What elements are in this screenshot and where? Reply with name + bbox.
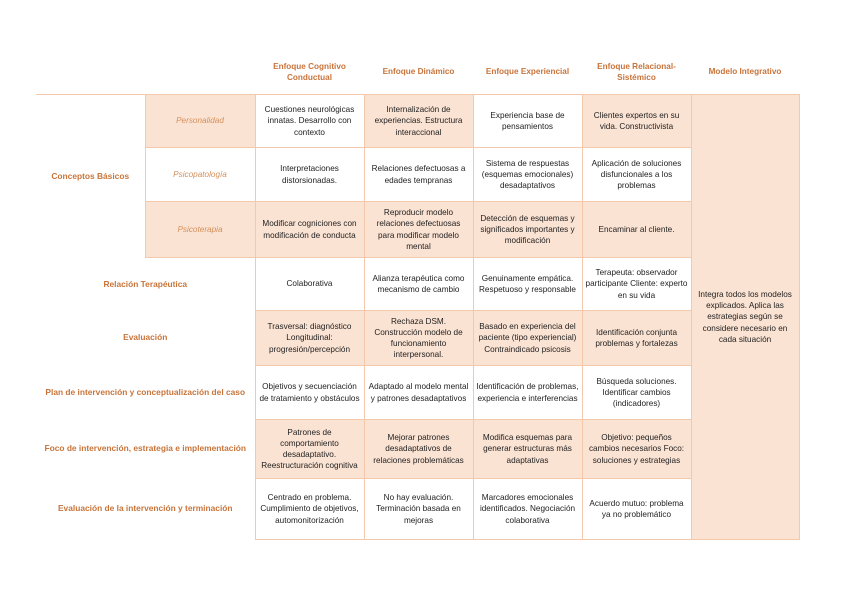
table-row — [36, 148, 799, 202]
cell-personalidad-dinamico: Internalización de experiencias. Estructura interaccional — [364, 95, 473, 148]
cell-integrativo: Integra todos los modelos explicados. Aplica las estrategias según se considere necesario en cada situación — [691, 95, 799, 540]
cell-terminacion-dinamico: No hay evaluación. Terminación basada en mejoras — [364, 479, 473, 540]
table-row — [36, 420, 799, 479]
cell-evaluacion-cognitivo: Trasversal: diagnóstico Longitudinal: progresión/percepción — [255, 311, 364, 366]
table-row — [36, 311, 799, 366]
table-row — [36, 479, 799, 540]
cell-relacion-relacional: Terapeuta: observador participante Cliente: experto en su vida — [582, 258, 691, 311]
table-row — [36, 202, 799, 258]
cell-plan-cognitivo: Objetivos y secuenciación de tratamiento y obstáculos — [255, 366, 364, 420]
header-empty — [36, 50, 255, 95]
cell-psicoterapia-relacional: Encaminar al cliente. — [582, 202, 691, 258]
cell-psicopatologia-dinamico: Relaciones defectuosas a edades tempranas — [364, 148, 473, 202]
cell-terminacion-experiencial: Marcadores emocionales identificados. Negociación colaborativa — [473, 479, 582, 540]
comparison-table — [36, 50, 800, 540]
header-dinamico: Enfoque Dinámico — [382, 67, 455, 77]
cell-psicopatologia-experiencial: Sistema de respuestas (esquemas emocionales) desadaptativos — [473, 148, 582, 202]
cell-terminacion-relacional: Acuerdo mutuo: problema ya no problemático — [582, 479, 691, 540]
cell-terminacion-cognitivo: Centrado en problema. Cumplimiento de objetivos, automonitorización — [255, 479, 364, 540]
header-experiencial: Enfoque Experiencial — [485, 67, 570, 77]
subrow-label-psicoterapia: Psicoterapia — [145, 202, 255, 258]
row-label-plan: Plan de intervención y conceptualización del caso — [45, 386, 246, 397]
table-row — [36, 366, 799, 420]
subrow-label-psicopatologia: Psicopatología — [145, 148, 255, 202]
cell-personalidad-experiencial: Experiencia base de pensamientos — [473, 95, 582, 148]
cell-foco-relacional: Objetivo: pequeños cambios necesarios Foco: soluciones y estrategias — [582, 420, 691, 479]
table-row — [36, 258, 799, 311]
row-label-conceptos: Conceptos Básicos — [36, 95, 145, 258]
cell-evaluacion-relacional: Identificación conjunta problemas y fortalezas — [582, 311, 691, 366]
cell-psicopatologia-cognitivo: Interpretaciones distorsionadas. — [255, 148, 364, 202]
cell-plan-dinamico: Adaptado al modelo mental y patrones desadaptativos — [364, 366, 473, 420]
cell-relacion-dinamico: Alianza terapéutica como mecanismo de cambio — [364, 258, 473, 311]
cell-evaluacion-experiencial: Basado en experiencia del paciente (tipo experiencial) Contraindicado psicosis — [473, 311, 582, 366]
row-label-foco: Foco de intervención, estrategia e implementación — [44, 443, 247, 454]
row-label-evaluacion: Evaluación — [123, 332, 168, 343]
header-row — [36, 50, 799, 95]
cell-plan-experiencial: Identificación de problemas, experiencia e interferencias — [473, 366, 582, 420]
header-integrativo: Modelo Integrativo — [708, 67, 782, 77]
cell-foco-dinamico: Mejorar patrones desadaptativos de relaciones problemáticas — [364, 420, 473, 479]
cell-foco-cognitivo: Patrones de comportamiento desadaptativo. Reestructuración cognitiva — [255, 420, 364, 479]
row-label-relacion: Relación Terapéutica — [103, 278, 188, 289]
header-cognitivo: Enfoque Cognitivo Conductual — [273, 61, 346, 82]
row-label-terminacion: Evaluación de la intervención y terminación — [57, 503, 233, 514]
header-relacional: Enfoque Relacional-Sistémico — [597, 61, 676, 82]
cell-psicoterapia-experiencial: Detección de esquemas y significados importantes y modificación — [473, 202, 582, 258]
cell-psicoterapia-cognitivo: Modificar cogniciones con modificación de conducta — [255, 202, 364, 258]
cell-personalidad-cognitivo: Cuestiones neurológicas innatas. Desarrollo con contexto — [255, 95, 364, 148]
subrow-label-personalidad: Personalidad — [145, 95, 255, 148]
cell-relacion-cognitivo: Colaborativa — [255, 258, 364, 311]
cell-psicopatologia-relacional: Aplicación de soluciones disfuncionales a los problemas — [582, 148, 691, 202]
cell-foco-experiencial: Modifica esquemas para generar estructuras más adaptativas — [473, 420, 582, 479]
table-row — [36, 95, 799, 148]
cell-relacion-experiencial: Genuinamente empática. Respetuoso y responsable — [473, 258, 582, 311]
cell-plan-relacional: Búsqueda soluciones. Identificar cambios (indicadores) — [582, 366, 691, 420]
cell-evaluacion-dinamico: Rechaza DSM. Construcción modelo de funcionamiento interpersonal. — [364, 311, 473, 366]
cell-psicoterapia-dinamico: Reproducir modelo relaciones defectuosas para modificar modelo mental — [364, 202, 473, 258]
cell-personalidad-relacional: Clientes expertos en su vida. Constructivista — [582, 95, 691, 148]
